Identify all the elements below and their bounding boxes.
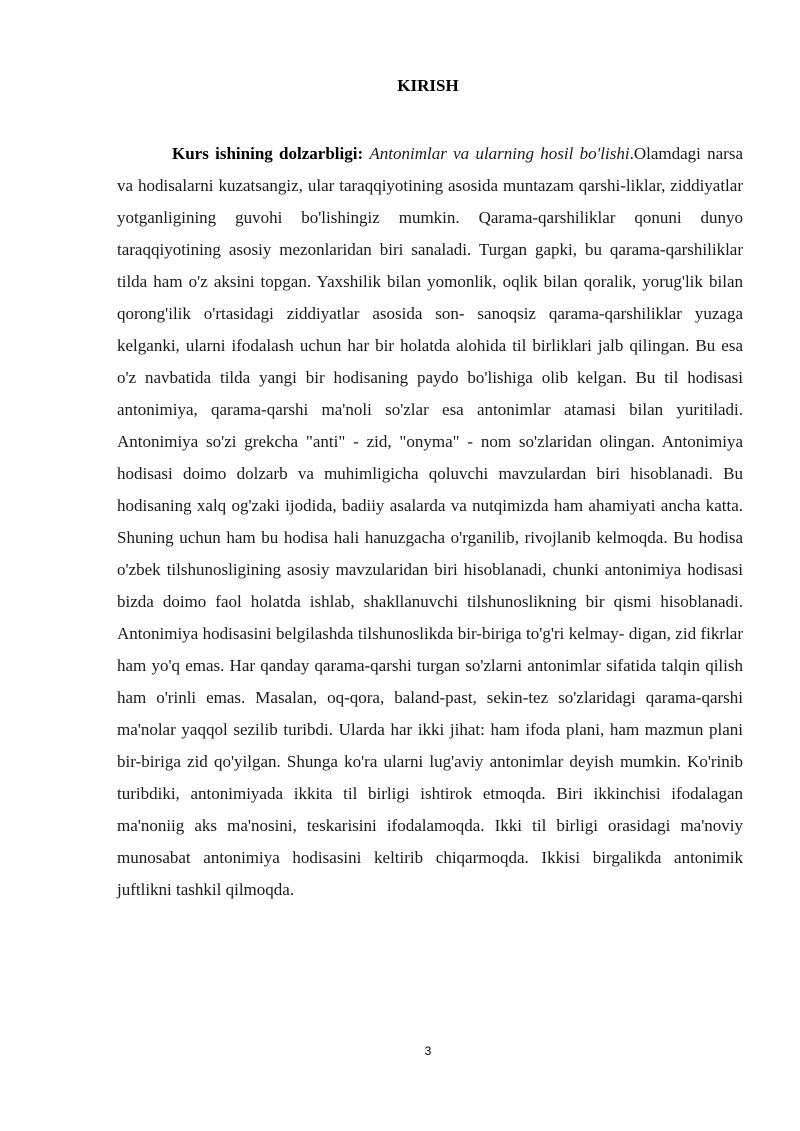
page-heading: KIRISH (397, 76, 459, 95)
body-text: .Olamdagi narsa va hodisalarni kuzatsangiz, ular taraqqiyotining asosida muntazam qarshi-liklar, ziddiyatlar yotganligining guvohi bo'lishingiz mumkin. Qarama-qarshiliklar qonuni dunyo taraqqiyotining asosiy mezonlaridan biri sanaladi. Turgan gapki, bu qarama-qarshiliklar tilda ham o'z aksini topgan. Yaxshilik bilan yomonlik, oqlik bilan qoralik, yorug'lik bilan qorong'ilik o'rtasidagi ziddiyatlar asosida son- sanoqsiz qarama-qarshiliklar yuzaga kelganki, ularni ifodalash uchun har bir holatda alohida til birliklari jalb qilingan. Bu esa o'z navbatida tilda yangi bir hodisaning paydo bo'lishiga olib kelgan. Bu til hodisasi antonimiya, qarama-qarshi ma'noli so'zlar esa antonimlar atamasi bilan yuritiladi. Antonimiya so'zi grekcha "anti" - zid, "onyma" - nom so'zlaridan olingan. Antonimiya hodisasi doimo dolzarb va muhimligicha qoluvchi mavzulardan biri hisoblanadi. Bu hodisaning xalq og'zaki ijodida, badiiy asalarda va nutqimizda ham ahamiyati ancha katta. Shuning uchun ham bu hodisa hali hanuzgacha o'rganilib, rivojlanib kelmoqda. Bu hodisa o'zbek tilshunosligining asosiy mavzularidan biri hisoblanadi, chunki antonimiya hodisasi bizda doimo faol holatda ishlab, shakllanuvchi tilshunoslikning bir qismi hisoblanadi. Antonimiya hodisasini belgilashda tilshunoslikda bir-biriga to'g'ri kelmay- digan, zid fikrlar ham yo'q emas. Har qanday qarama-qarshi turgan so'zlarni antonimlar sifatida talqin qilish ham o'rinli emas. Masalan, oq-qora, baland-past, sekin-tez so'zlaridagi qarama-qarshi ma'nolar yaqqol sezilib turibdi. Ularda har ikki jihat: ham ifoda plani, ham mazmun plani bir-biriga zid qo'yilgan. Shunga ko'ra ularni lug'aviy antonimlar deyish mumkin. Ko'rinib turibdiki, antonimiyada ikkita til birligi ishtirok etmoqda. Biri ikkinchisi ifodalagan ma'noniig aks ma'nosini, teskarisini ifodalamoqda. Ikki til birligi orasidagi ma'noviy munosabat antonimiya hodisasini keltirib chiqarmoqda. Ikkisi birgalikda antonimik juftlikni tashkil qilmoqda. (117, 144, 743, 899)
page-number: 3 (424, 1044, 432, 1058)
lead-label: Kurs ishining dolzarbligi: (172, 144, 364, 163)
lead-topic: Antonimlar va ularning hosil bo'lishi (369, 144, 630, 163)
body-paragraph (117, 138, 743, 906)
